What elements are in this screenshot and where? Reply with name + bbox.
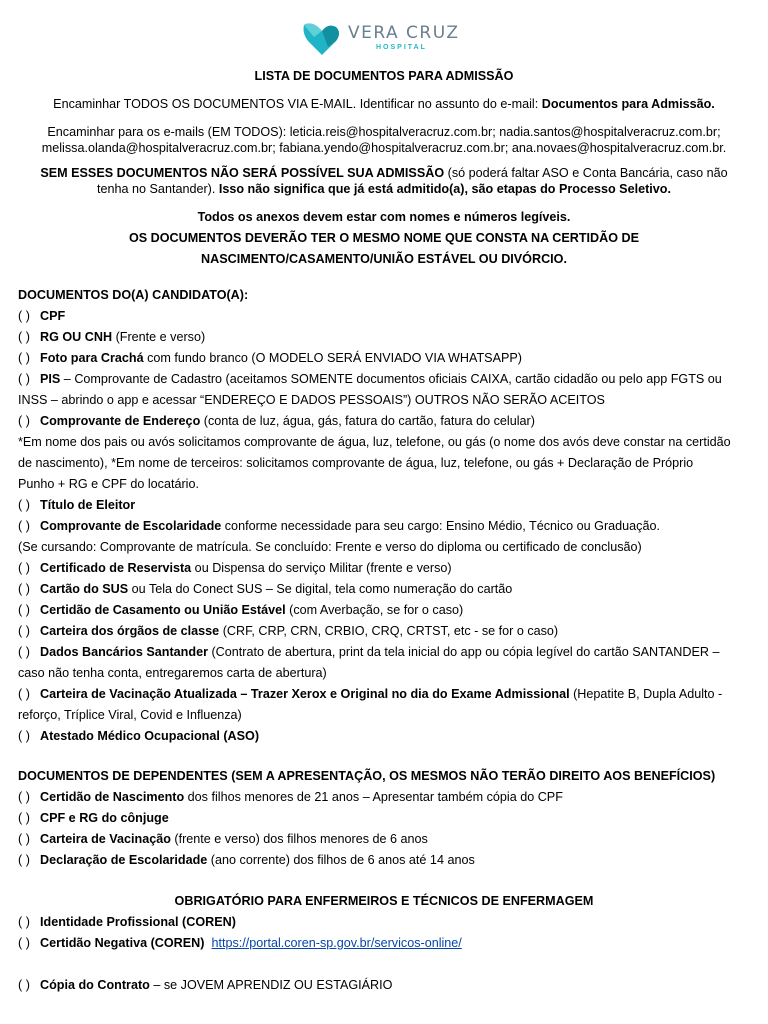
checkbox[interactable]: ( ) bbox=[18, 372, 30, 386]
checkbox[interactable]: ( ) bbox=[18, 498, 30, 512]
address-note-1: *Em nome dos pais ou avós solicitamos comprovante de água, luz, telefone, ou gás (o nome dos avós deve constar na certidão bbox=[18, 435, 731, 449]
list-item: ( ) Identidade Profissional (COREN) bbox=[18, 912, 750, 933]
list-item: ( ) Certidão Negativa (COREN) https://portal.coren-sp.gov.br/servicos-online/ bbox=[18, 933, 750, 954]
checkbox[interactable]: ( ) bbox=[18, 790, 30, 804]
logo-name: VERA CRUZ bbox=[348, 23, 460, 43]
list-item: ( ) Carteira dos órgãos de classe (CRF, CRP, CRN, CRBIO, CRQ, CRTST, etc - se for o caso) bbox=[18, 621, 750, 642]
checkbox[interactable]: ( ) bbox=[18, 624, 30, 638]
checkbox[interactable]: ( ) bbox=[18, 832, 30, 846]
warning-bold: SEM ESSES DOCUMENTOS NÃO SERÁ POSSÍVEL SUA ADMISSÃO bbox=[40, 166, 445, 180]
list-item: ( ) Comprovante de Escolaridade conforme necessidade para seu cargo: Ensino Médio, Técnico ou Graduação. bbox=[18, 516, 750, 537]
list-item: ( ) Foto para Crachá com fundo branco (O MODELO SERÁ ENVIADO VIA WHATSAPP) bbox=[18, 348, 750, 369]
list-item: ( ) Título de Eleitor bbox=[18, 495, 750, 516]
list-item: ( ) Comprovante de Endereço (conta de luz, água, gás, fatura do cartão, fatura do celular) bbox=[18, 411, 750, 432]
notice-line-3: NASCIMENTO/CASAMENTO/UNIÃO ESTÁVEL OU DIVÓRCIO. bbox=[201, 252, 567, 266]
checkbox[interactable]: ( ) bbox=[18, 603, 30, 617]
checkbox[interactable]: ( ) bbox=[18, 853, 30, 867]
list-item: ( ) CPF e RG do cônjuge bbox=[18, 808, 750, 829]
checkbox[interactable]: ( ) bbox=[18, 978, 30, 992]
checkbox[interactable]: ( ) bbox=[18, 811, 30, 825]
candidate-heading: DOCUMENTOS DO(A) CANDIDATO(A): bbox=[18, 288, 249, 302]
list-item: ( ) Declaração de Escolaridade (ano corrente) dos filhos de 6 anos até 14 anos bbox=[18, 850, 750, 871]
dependents-heading: DOCUMENTOS DE DEPENDENTES (SEM A APRESENTAÇÃO, OS MESMOS NÃO TERÃO DIREITO AOS BENEFÍCIOS) bbox=[18, 769, 716, 783]
list-item: ( ) CPF bbox=[18, 306, 750, 327]
checkbox[interactable]: ( ) bbox=[18, 687, 30, 701]
warning-bold-2: Isso não significa que já está admitido(a), são etapas do Processo Seletivo. bbox=[218, 182, 671, 196]
checkbox[interactable]: ( ) bbox=[18, 351, 30, 365]
checkbox[interactable]: ( ) bbox=[18, 414, 30, 428]
list-item: ( ) Carteira de Vacinação Atualizada – Trazer Xerox e Original no dia do Exame Admissional (Hepatite B, Dupla Adulto - bbox=[18, 684, 750, 705]
vaccine-continuation: reforço, Tríplice Viral, Covid e Influenza) bbox=[18, 708, 242, 722]
checkbox[interactable]: ( ) bbox=[18, 561, 30, 575]
checkbox[interactable]: ( ) bbox=[18, 519, 30, 533]
logo-subtitle: HOSPITAL bbox=[376, 44, 427, 51]
list-item: ( ) PIS – Comprovante de Cadastro (aceitamos SOMENTE documentos oficiais CAIXA, cartão cidadão ou pelo app FGTS ou bbox=[18, 369, 750, 390]
list-item: ( ) Dados Bancários Santander (Contrato de abertura, print da tela inicial do app ou cópia legível do cartão SANTANDER – bbox=[18, 642, 750, 663]
admission-warning bbox=[18, 165, 750, 197]
dependent-documents bbox=[18, 766, 750, 871]
notice-line-2: OS DOCUMENTOS DEVERÃO TER O MESMO NOME QUE CONSTA NA CERTIDÃO DE bbox=[128, 231, 640, 245]
list-item: ( ) Certidão de Nascimento dos filhos menores de 21 anos – Apresentar também cópia do CPF bbox=[18, 787, 750, 808]
bank-continuation: caso não tenha conta, entregaremos carta de abertura) bbox=[18, 666, 327, 680]
checkbox[interactable]: ( ) bbox=[18, 645, 30, 659]
email-list-line-1: Encaminhar para os e-mails (EM TODOS): leticia.reis@hospitalveracruz.com.br; nadia.santos@hospitalveracruz.com.br; bbox=[47, 125, 721, 139]
intro-email-list bbox=[18, 124, 750, 156]
intro-text: Encaminhar TODOS OS DOCUMENTOS VIA E-MAIL. Identificar no assunto do e-mail: bbox=[53, 97, 542, 111]
candidate-documents bbox=[18, 285, 750, 747]
hospital-logo bbox=[300, 18, 460, 58]
email-list-line-2: melissa.olanda@hospitalveracruz.com.br; fabiana.yendo@hospitalveracruz.com.br; ana.novaes@hospitalveracruz.com.br. bbox=[41, 141, 727, 155]
nursing-heading: OBRIGATÓRIO PARA ENFERMEIROS E TÉCNICOS DE ENFERMAGEM bbox=[174, 894, 594, 908]
checkbox[interactable]: ( ) bbox=[18, 330, 30, 344]
contract-item bbox=[18, 975, 750, 996]
legibility-notice bbox=[18, 207, 750, 270]
list-item: ( ) RG OU CNH (Frente e verso) bbox=[18, 327, 750, 348]
intro-subject-bold: Documentos para Admissão. bbox=[541, 97, 715, 111]
checkbox[interactable]: ( ) bbox=[18, 582, 30, 596]
coren-link[interactable]: https://portal.coren-sp.gov.br/servicos-online/ bbox=[211, 936, 462, 950]
warning-text: (só poderá faltar ASO e Conta Bancária, caso não bbox=[444, 166, 728, 180]
education-note: (Se cursando: Comprovante de matrícula. Se concluído: Frente e verso do diploma ou certificado de conclusão) bbox=[18, 540, 642, 554]
heart-logo-icon bbox=[300, 19, 342, 57]
pis-continuation: INSS – abrindo o app e acessar “ENDEREÇO E DADOS PESSOAIS”) OUTROS NÃO SERÃO ACEITOS bbox=[18, 393, 605, 407]
list-item: ( ) Certificado de Reservista ou Dispensa do serviço Militar (frente e verso) bbox=[18, 558, 750, 579]
document-title: LISTA DE DOCUMENTOS PARA ADMISSÃO bbox=[254, 69, 514, 83]
list-item: ( ) Cartão do SUS ou Tela do Conect SUS – Se digital, tela como numeração do cartão bbox=[18, 579, 750, 600]
warning-text-2: tenha no Santander). bbox=[97, 182, 219, 196]
list-item: ( ) Carteira de Vacinação (frente e verso) dos filhos menores de 6 anos bbox=[18, 829, 750, 850]
list-item: ( ) Cópia do Contrato – se JOVEM APRENDIZ OU ESTAGIÁRIO bbox=[18, 975, 750, 996]
notice-line-1: Todos os anexos devem estar com nomes e números legíveis. bbox=[197, 210, 571, 224]
checkbox[interactable]: ( ) bbox=[18, 936, 30, 950]
checkbox[interactable]: ( ) bbox=[18, 729, 30, 743]
address-note-2: de nascimento), *Em nome de terceiros: solicitamos comprovante de água, luz, telefone, ou gás + Declaração de Próprio bbox=[18, 456, 694, 470]
intro-email-subject bbox=[18, 94, 750, 115]
checkbox[interactable]: ( ) bbox=[18, 309, 30, 323]
checkbox[interactable]: ( ) bbox=[18, 915, 30, 929]
list-item: ( ) Atestado Médico Ocupacional (ASO) bbox=[18, 726, 750, 747]
list-item: ( ) Certidão de Casamento ou União Estável (com Averbação, se for o caso) bbox=[18, 600, 750, 621]
address-note-3: Punho + RG e CPF do locatário. bbox=[18, 477, 199, 491]
nursing-documents bbox=[18, 891, 750, 954]
